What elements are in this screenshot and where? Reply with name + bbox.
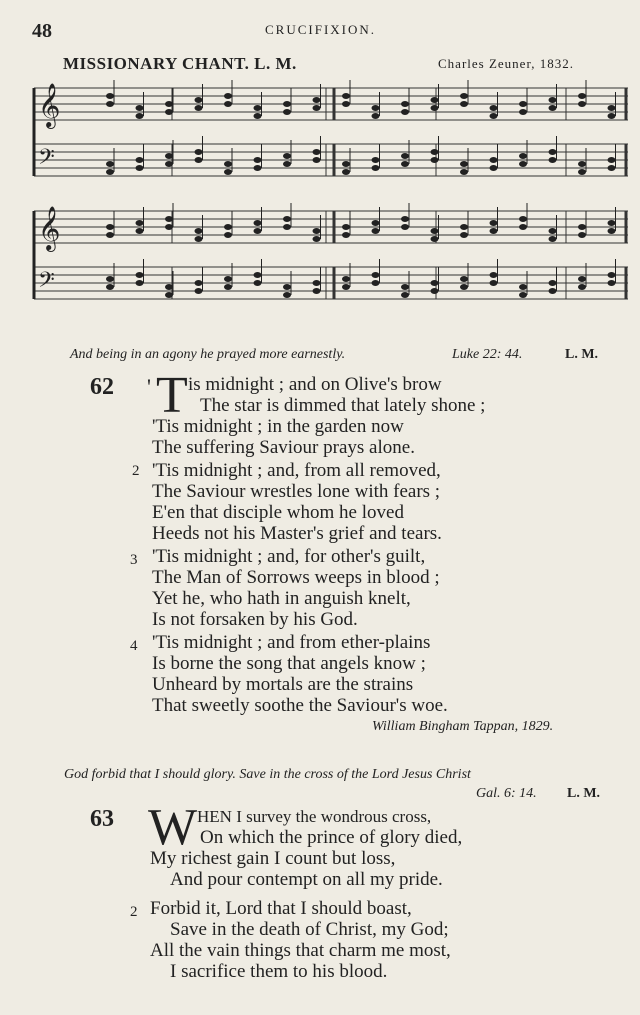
hymn63-v2-l1: Forbid it, Lord that I should boast, [150,898,412,919]
note-head [342,93,350,99]
note-head [283,284,291,290]
note-head [283,216,291,222]
note-head [460,276,468,282]
note-head [431,228,439,234]
note-head [224,101,232,107]
hymn63-verse2-number: 2 [130,904,138,920]
note-head [313,280,321,286]
note-head [431,236,439,242]
composer: Charles Zeuner, 1832. [438,56,575,71]
note-head [401,292,409,298]
note-head [106,224,114,230]
hymn62-v3-l1: 'Tis midnight ; and, for other's guilt, [152,546,426,567]
note-head [460,284,468,290]
hymn63-number: 63 [90,806,114,832]
note-head [165,101,173,107]
note-head [490,165,498,171]
music-score [30,78,632,333]
hymn62-verse3-number: 3 [130,552,138,568]
note-head [313,228,321,234]
note-head [106,169,114,175]
hymn63-v1-l4: And pour contempt on all my pride. [170,869,443,890]
note-head [401,216,409,222]
hymn63-epigraph: God forbid that I should glory. Save in the cross of the Lord Jesus Christ [64,767,471,782]
note-head [106,93,114,99]
note-head [431,288,439,294]
hymn62-v3-l4: Is not forsaken by his God. [152,609,358,630]
note-head [608,105,616,111]
note-head [519,284,527,290]
note-head [283,101,291,107]
note-head [342,224,350,230]
hymn62-v4-l4: That sweetly soothe the Saviour's woe. [152,695,448,716]
note-head [608,220,616,226]
note-head [342,284,350,290]
note-head [549,149,557,155]
note-head [490,272,498,278]
note-head [372,113,380,119]
note-head [372,220,380,226]
hymn62-meter: L. M. [565,347,599,362]
note-head [401,153,409,159]
note-head [136,272,144,278]
note-head [283,109,291,115]
note-head [106,284,114,290]
note-head [106,276,114,282]
note-head [431,97,439,103]
note-head [372,105,380,111]
note-head [549,97,557,103]
note-head [608,280,616,286]
note-head [608,228,616,234]
hymn62-dropcap: T [156,367,188,424]
note-head [460,169,468,175]
hymn62-v2-l3: E'en that disciple whom he loved [152,502,404,523]
note-head [460,161,468,167]
note-head [165,292,173,298]
note-head [195,228,203,234]
note-head [401,109,409,115]
note-head [165,224,173,230]
hymn62-v1-l4: The suffering Saviour prays alone. [152,437,415,458]
note-head [224,232,232,238]
note-head [224,276,232,282]
note-head [578,169,586,175]
note-head [608,272,616,278]
hymn62-v1-l3: 'Tis midnight ; in the garden now [152,416,404,437]
note-head [490,280,498,286]
note-head [431,280,439,286]
note-head [342,232,350,238]
note-head [224,93,232,99]
note-head [519,109,527,115]
note-head [195,149,203,155]
note-head [460,93,468,99]
hymn62-v3-l3: Yet he, who hath in anguish knelt, [152,588,411,609]
note-head [490,228,498,234]
note-head [195,157,203,163]
note-head [224,169,232,175]
note-head [490,105,498,111]
tune-name: MISSIONARY CHANT. L. M. [63,54,297,73]
note-head [254,228,262,234]
note-head [490,113,498,119]
note-head [195,236,203,242]
note-head [578,93,586,99]
note-head [519,224,527,230]
hymn63-v1-l1: HEN I survey the wondrous cross, [197,807,432,826]
note-head [460,101,468,107]
note-head [549,236,557,242]
note-head [372,228,380,234]
note-head [313,288,321,294]
note-head [578,101,586,107]
note-head [519,161,527,167]
note-head [578,224,586,230]
note-head [136,228,144,234]
note-head [283,224,291,230]
note-head [254,165,262,171]
note-head [431,149,439,155]
note-head [136,113,144,119]
note-head [136,157,144,163]
hymn63-v1-l3: My richest gain I count but loss, [150,848,396,869]
hymn62-v4-l1: 'Tis midnight ; and from ether-plains [152,632,431,653]
note-head [254,280,262,286]
bass-clef-icon: 𝄢 [38,145,55,174]
hymn62-epigraph: And being in an agony he prayed more earnestly. [70,347,346,362]
note-head [519,292,527,298]
page-number: 48 [32,20,52,42]
note-head [342,169,350,175]
note-head [254,272,262,278]
note-head [313,157,321,163]
hymn62-v1-l2: The star is dimmed that lately shone ; [200,395,486,416]
note-head [519,101,527,107]
note-head [401,161,409,167]
note-head [313,97,321,103]
note-head [549,228,557,234]
note-head [165,161,173,167]
note-head [372,280,380,286]
note-head [490,157,498,163]
note-head [608,165,616,171]
note-head [195,97,203,103]
note-head [283,153,291,159]
bass-clef-icon: 𝄢 [38,268,55,297]
note-head [136,165,144,171]
note-head [401,224,409,230]
note-head [460,224,468,230]
note-head [460,232,468,238]
note-head [313,149,321,155]
note-head [401,101,409,107]
hymn63-reference: Gal. 6: 14. [476,786,537,801]
hymn62-dropcap-apostrophe: ' [147,374,151,399]
note-head [254,220,262,226]
note-head [313,105,321,111]
hymn62-v3-l2: The Man of Sorrows weeps in blood ; [152,567,440,588]
hymn63-dropcap: W [148,799,198,856]
note-head [342,161,350,167]
note-head [549,280,557,286]
hymn62-v4-l2: Is borne the song that angels know ; [152,653,426,674]
note-head [608,113,616,119]
note-head [283,292,291,298]
note-head [401,284,409,290]
note-head [431,105,439,111]
note-head [224,224,232,230]
note-head [136,220,144,226]
hymn62-v1-l1: is midnight ; and on Olive's brow [188,374,442,395]
running-head: CRUCIFIXION. [265,22,377,37]
hymn63-v2-l2: Save in the death of Christ, my God; [170,919,449,940]
note-head [254,157,262,163]
note-head [342,101,350,107]
note-head [283,161,291,167]
hymn62-reference: Luke 22: 44. [452,347,523,362]
note-head [106,101,114,107]
hymn62-author: William Bingham Tappan, 1829. [372,719,554,734]
note-head [136,105,144,111]
hymn62-v4-l3: Unheard by mortals are the strains [152,674,414,695]
note-head [254,113,262,119]
note-head [490,220,498,226]
hymn62-v2-l1: 'Tis midnight ; and, from all removed, [152,460,441,481]
note-head [165,153,173,159]
note-head [549,157,557,163]
note-head [519,216,527,222]
note-head [195,280,203,286]
note-head [608,157,616,163]
hymn63-v2-l4: I sacrifice them to his blood. [170,961,388,982]
note-head [195,288,203,294]
note-head [224,284,232,290]
note-head [549,288,557,294]
note-head [372,165,380,171]
note-head [195,105,203,111]
note-head [106,161,114,167]
hymn62-v2-l2: The Saviour wrestles lone with fears ; [152,481,441,502]
note-head [165,109,173,115]
note-head [342,276,350,282]
treble-clef-icon: 𝄞 [38,208,61,250]
hymn63-meter: L. M. [567,786,601,801]
note-head [165,216,173,222]
note-head [106,232,114,238]
note-head [224,161,232,167]
note-head [519,153,527,159]
note-head [254,105,262,111]
note-head [372,272,380,278]
hymn62-verse2-number: 2 [132,463,140,479]
treble-clef-icon: 𝄞 [38,85,61,127]
hymn63-v1-l2: On which the prince of glory died, [200,827,463,848]
note-head [372,157,380,163]
note-head [578,284,586,290]
note-head [578,161,586,167]
note-head [578,232,586,238]
hymn63-v2-l3: All the vain things that charm me most, [150,940,451,961]
note-head [549,105,557,111]
hymn62-v2-l4: Heeds not his Master's grief and tears. [152,523,442,544]
note-head [431,157,439,163]
note-head [313,236,321,242]
note-head [165,284,173,290]
hymn62-number: 62 [90,374,114,400]
note-head [136,280,144,286]
note-head [578,276,586,282]
hymn62-verse4-number: 4 [130,638,138,654]
